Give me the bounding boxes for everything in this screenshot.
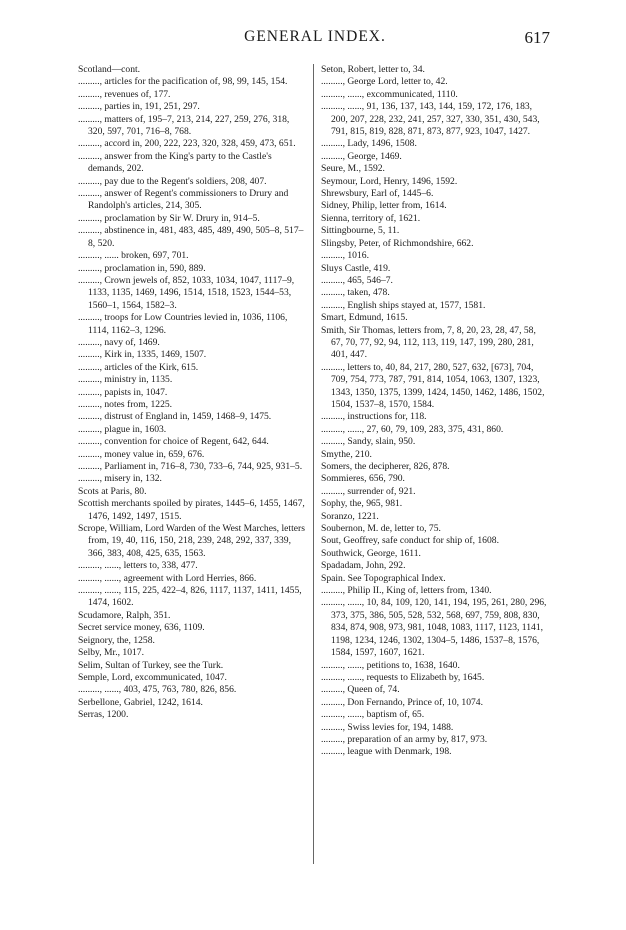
index-entry: Sienna, territory of, 1621. [321,212,421,224]
index-entry: ........., revenues of, 177. [78,88,171,100]
index-entry: Seymour, Lord, Henry, 1496, 1592. [321,175,458,187]
index-entry: Sidney, Philip, letter from, 1614. [321,200,447,212]
index-entry: ........., Parliament in, 716–8, 730, 733–6, 744, 925, 931–5. [78,461,303,472]
index-entry: ........., ......, agreement with Lord Herries, 866. [78,572,257,584]
index-entry: Secret service money, 636, 1109. [78,622,205,634]
column-divider [313,64,314,864]
index-entry: Slingsby, Peter, of Richmondshire, 662. [321,237,474,249]
index-entry: Soranzo, 1221. [321,510,379,522]
index-entry: ........., notes from, 1225. [78,398,173,410]
index-entry: ........., George, 1469. [321,150,402,162]
page-number: 617 [524,28,550,47]
index-entry: Semple, Lord, excommunicated, 1047. [78,671,227,683]
index-entry: ........., Swiss levies for, 194, 1488. [321,721,454,733]
index-entry: ........., ......, requests to Elizabeth by, 1645. [321,671,485,683]
index-entry: ........., ......, 10, 84, 109, 120, 141, 194, 195, 261, 280, 296, 373, 375, 386, 505, 528, 532, 568, 697, 759, 808, 830, 834, 874, 908, 973, 981, 1048, 1083, 1117, 1123, 1141, 1198, 1234, 1246, 1302, 1304–5, 1486, 1537–8, 1576, 1584, 1597, 1607, 1621. [321,597,547,659]
index-entry: ........., distrust of England in, 1459, 1468–9, 1475. [78,411,272,423]
index-entry: ........., abstinence in, 481, 483, 485, 489, 490, 505–8, 517–8, 520. [78,225,304,249]
index-entry: Scots at Paris, 80. [78,485,147,497]
index-entry: ........., articles for the pacification of, 98, 99, 145, 154. [78,76,288,88]
index-entry: ........., accord in, 200, 222, 223, 320, 328, 459, 473, 651. [78,138,296,150]
index-entry: ........., George Lord, letter to, 42. [321,76,448,88]
index-entry: ........., answer of Regent's commissioners to Drury and Randolph's articles, 214, 305. [78,188,289,212]
index-entry: ........., 465, 546–7. [321,274,393,286]
index-entry: ........., taken, 478. [321,287,390,299]
index-entry: Smart, Edmund, 1615. [321,312,408,324]
index-entry: ........., surrender of, 921. [321,485,416,497]
index-entry: ........., plague in, 1603. [78,423,167,435]
index-entry: ........., ministry in, 1135. [78,374,173,386]
index-entry: ........., Crown jewels of, 852, 1033, 1034, 1047, 1117–9, 1133, 1135, 1469, 1496, 1514, 1518, 1523, 1544–53, 1560–1, 1564, 1582–3. [78,274,295,311]
index-entry: Smith, Sir Thomas, letters from, 7, 8, 20, 23, 28, 47, 58, 67, 70, 77, 92, 94, 112, 113, 119, 147, 199, 280, 281, 401, 447. [321,324,536,361]
index-entry: Seure, M., 1592. [321,163,385,175]
index-entry: Sout, Geoffrey, safe conduct for ship of, 1608. [321,535,499,547]
index-entry: ........., Don Fernando, Prince of, 10, 1074. [321,696,484,708]
index-entry: ........., ......, 91, 136, 137, 143, 144, 159, 172, 176, 183, 200, 207, 228, 232, 241, 257, 327, 330, 351, 430, 543, 791, 815, 819, 828, 871, 873, 877, 923, 1047, 1427. [321,101,540,138]
index-entry: ........., papists in, 1047. [78,386,168,398]
index-entry: ........., ......, 27, 60, 79, 109, 283, 375, 431, 860. [321,423,504,435]
index-entry: ........., articles of the Kirk, 615. [78,361,199,373]
index-column-right [321,64,549,759]
index-entry: ........., troops for Low Countries levied in, 1036, 1106, 1114, 1162–3, 1296. [78,312,288,336]
index-entry: ........., ......, 115, 225, 422–4, 826, 1117, 1137, 1411, 1455, 1474, 1602. [78,585,302,609]
index-entry: Seignory, the, 1258. [78,634,155,646]
index-entry: ........., matters of, 195–7, 213, 214, 227, 259, 276, 318, 320, 597, 701, 716–8, 768. [78,113,290,138]
index-entry: Scottish merchants spoiled by pirates, 1445–6, 1455, 1467, 1476, 1492, 1497, 1515. [78,498,305,522]
index-entry: ........., parties in, 191, 251, 297. [78,101,200,113]
index-entry: ........., proclamation in, 590, 889. [78,262,206,274]
index-entry: ........., letters to, 40, 84, 217, 280, 527, 632, [673], 704, 709, 754, 773, 787, 791, 814, 1054, 1063, 1307, 1323, 1343, 1350, 1375, 1399, 1424, 1450, 1462, 1486, 1502, 1504, 1537–8, 1570, 1584. [321,361,545,410]
index-column-left [78,64,306,722]
index-entry: ........., misery in, 132. [78,473,162,485]
index-entry: Somers, the decipherer, 826, 878. [321,461,450,472]
index-entry: ........., instructions for, 118. [321,411,427,423]
index-entry: ........., preparation of an army by, 817, 973. [321,733,488,745]
index-entry: Sluys Castle, 419. [321,262,391,274]
index-entry: ........., ......, 403, 475, 763, 780, 826, 856. [78,684,237,696]
index-entry: Serras, 1200. [78,709,129,721]
index-entry: ........., ......, excommunicated, 1110. [321,88,458,100]
index-entry: Spadadam, John, 292. [321,560,406,572]
running-title: GENERAL INDEX. [244,28,386,45]
index-entry: Scudamore, Ralph, 351. [78,609,171,621]
index-entry: ........., Philip II., King of, letters from, 1340. [321,585,492,597]
index-entry: ........., English ships stayed at, 1577, 1581. [321,299,486,311]
index-entry: ........., navy of, 1469. [78,336,160,348]
index-entry: ........., ...... broken, 697, 701. [78,250,189,262]
index-entry: ........., ......, baptism of, 65. [321,709,425,721]
index-entry: ........., convention for choice of Regent, 642, 644. [78,436,269,448]
index-entry: Scrope, William, Lord Warden of the West Marches, letters from, 19, 40, 116, 150, 218, 239, 248, 292, 337, 339, 366, 383, 408, 425, 635, 1563. [78,523,305,559]
index-entry: Seton, Robert, letter to, 34. [321,64,425,75]
index-entry: ........., answer from the King's party to the Castle's demands, 202. [78,150,272,175]
index-entry: Selby, Mr., 1017. [78,647,145,659]
page-header [80,28,550,52]
index-entry: ........., Sandy, slain, 950. [321,436,416,448]
index-entry: Selim, Sultan of Turkey, see the Turk. [78,659,224,671]
index-entry: ........., ......, petitions to, 1638, 1640. [321,659,460,671]
index-entry: ........., 1016. [321,250,369,262]
index-entry: Sommieres, 656, 790. [321,473,405,485]
index-entry: Southwick, George, 1611. [321,547,421,559]
index-entry: ........., Queen of, 74. [321,684,400,696]
index-entry: ........., Kirk in, 1335, 1469, 1507. [78,349,207,361]
index-entry: Soubernon, M. de, letter to, 75. [321,523,441,535]
index-entry: Spain. See Topographical Index. [321,572,446,584]
index-entry: ........., proclamation by Sir W. Drury in, 914–5. [78,212,260,224]
index-entry: Shrewsbury, Earl of, 1445–6. [321,188,434,200]
index-entry: ........., money value in, 659, 676. [78,448,205,460]
index-entry: Sittingbourne, 5, 11. [321,225,400,237]
index-entry: ........., Lady, 1496, 1508. [321,138,417,150]
index-entry: ........., pay due to the Regent's soldiers, 208, 407. [78,175,267,187]
index-entry: ........., ......, letters to, 338, 477. [78,560,198,572]
index-entry: Scotland—cont. [78,64,141,75]
index-entry: Smythe, 210. [321,448,372,460]
index-entry: Serbellone, Gabriel, 1242, 1614. [78,696,203,708]
index-entry: Sophy, the, 965, 981. [321,498,403,510]
index-entry: ........., league with Denmark, 198. [321,746,452,758]
